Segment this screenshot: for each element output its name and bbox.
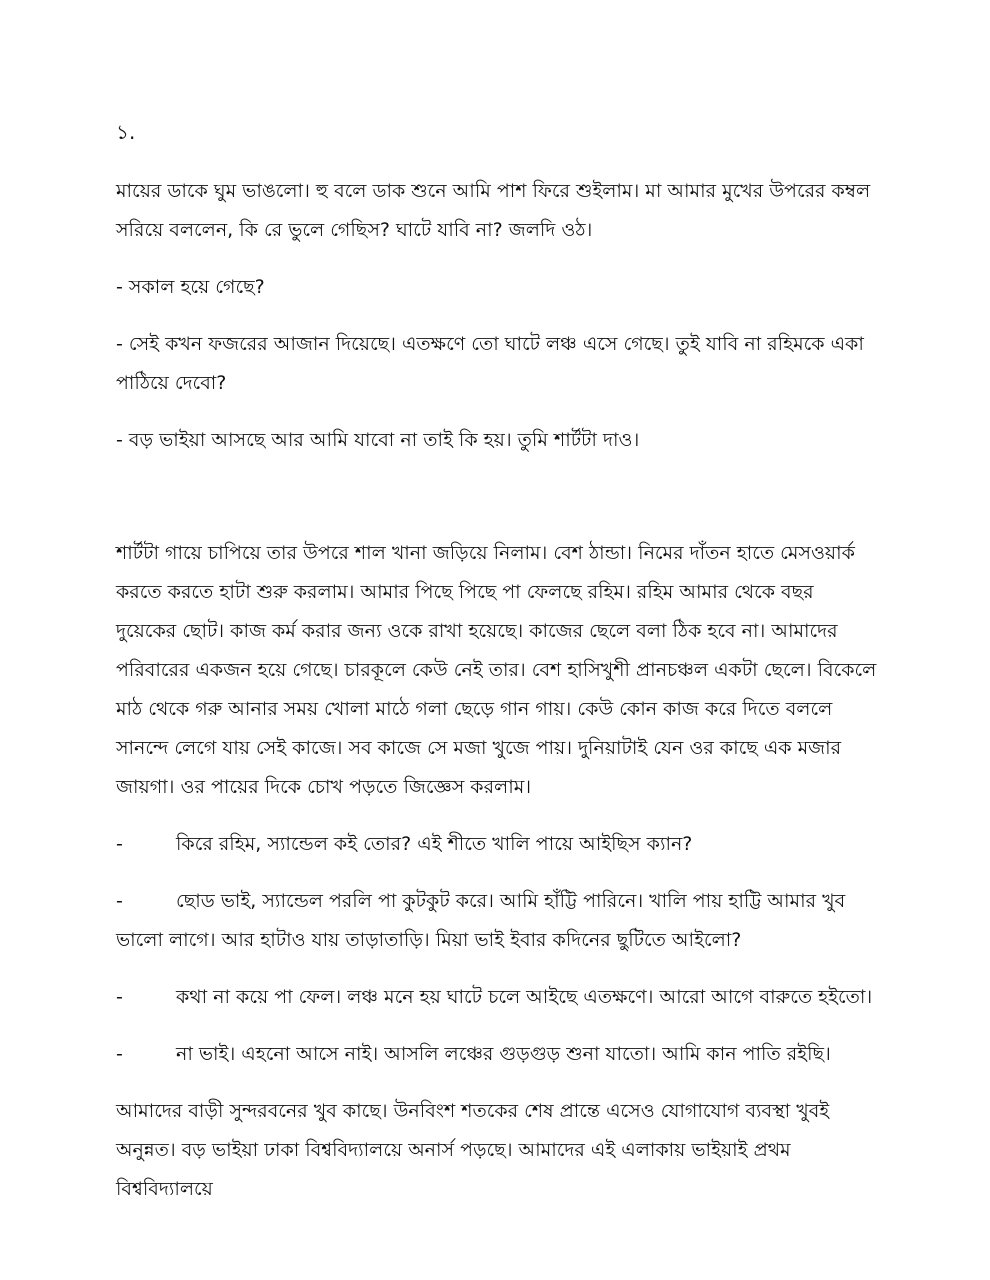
paragraph-opening: মায়ের ডাকে ঘুম ভাঙলো। হু বলে ডাক শুনে আমি পাশ ফিরে শুইলাম। মা আমার মুখের উপরের কম্বল সরিয়ে বললেন, কি রে ভুলে গেছিস? ঘাটে যাবি না? জলদি ওঠ। (116, 180, 871, 241)
dialogue-text: কিরে রহিম, স্যান্ডেল কই তোর? এই শীতে খালি পায়ে আইছিস ক্যান? (176, 833, 693, 855)
chapter-number: ১. (116, 120, 136, 144)
dialogue-dash: - (116, 833, 123, 855)
dialogue-dash: - (116, 1043, 123, 1065)
dialogue-line (116, 978, 878, 1017)
section-gap (116, 478, 878, 534)
paragraph-closing: আমাদের বাড়ী সুন্দরবনের খুব কাছে। উনবিংশ শতকের শেষ প্রান্তে এসেও যোগাযোগ ব্যবস্থা খুবই অনুন্নত। বড় ভাইয়া ঢাকা বিশ্ববিদ্যালয়ে অনার্স পড়ছে। আমাদের এই এলাকায় ভাইয়াই প্রথম বিশ্ববিদ্যালয়ে (116, 1100, 830, 1200)
paragraph-dialogue-2: - সেই কখন ফজরের আজান দিয়েছে। এতক্ষণে তো ঘাটে লঞ্চ এসে গেছে। তুই যাবি না রহিমকে একা পাঠিয়ে দেবো? (116, 333, 864, 394)
dialogue-text: কথা না কয়ে পা ফেল। লঞ্চ মনে হয় ঘাটে চলে আইছে এতক্ষণে। আরো আগে বারুতে হইতো। (176, 986, 873, 1008)
dialogue-line (116, 882, 878, 960)
paragraph-dialogue-1: - সকাল হয়ে গেছে? (116, 276, 265, 298)
dialogue-dash: - (116, 986, 123, 1008)
paragraph-narrative: শার্টটা গায়ে চাপিয়ে তার উপরে শাল খানা জড়িয়ে নিলাম। বেশ ঠান্ডা। নিমের দাঁতন হাতে মেসওয়ার্ক করতে করতে হাটা শুরু করলাম। আমার পিছে পিছে পা ফেলছে রহিম। রহিম আমার থেকে বছর দুয়েকের ছোট। কাজ কর্ম করার জন্য ওকে রাখা হয়েছে। কাজের ছেলে বলা ঠিক হবে না। আমাদের পরিবারের একজন হয়ে গেছে। চারকূলে কেউ নেই তার। বেশ হাসিখুশী প্রানচঞ্চল একটা ছেলে। বিকেলে মাঠ থেকে গরু আনার সময় খোলা মাঠে গলা ছেড়ে গান গায়। কেউ কোন কাজ করে দিতে বললে সানন্দে লেগে যায় সেই কাজে। সব কাজে সে মজা খুজে পায়। দুনিয়াটাই যেন ওর কাছে এক মজার জায়গা। ওর পায়ের দিকে চোখ পড়তে জিজ্ঞেস করলাম। (116, 542, 877, 798)
dialogue-text: না ভাই। এহনো আসে নাই। আসলি লঞ্চের গুড়গুড় শুনা যাতো। আমি কান পাতি রইছি। (176, 1043, 831, 1065)
dialogue-line (116, 1035, 878, 1074)
dialogue-text: ছোড ভাই, স্যান্ডেল পরলি পা কুটকুট করে। আমি হাঁট্টি পারিনে। খালি পায় হাট্টি আমার খুব ভালো লাগে। আর হাটাও যায় তাড়াতাড়ি। মিয়া ভাই ইবার কদিনের ছুটিতে আইলো? (116, 890, 846, 951)
paragraph-dialogue-3: - বড় ভাইয়া আসছে আর আমি যাবো না তাই কি হয়। তুমি শার্টটা দাও। (116, 429, 640, 451)
dialogue-dash: - (116, 890, 123, 912)
dialogue-line (116, 825, 878, 864)
